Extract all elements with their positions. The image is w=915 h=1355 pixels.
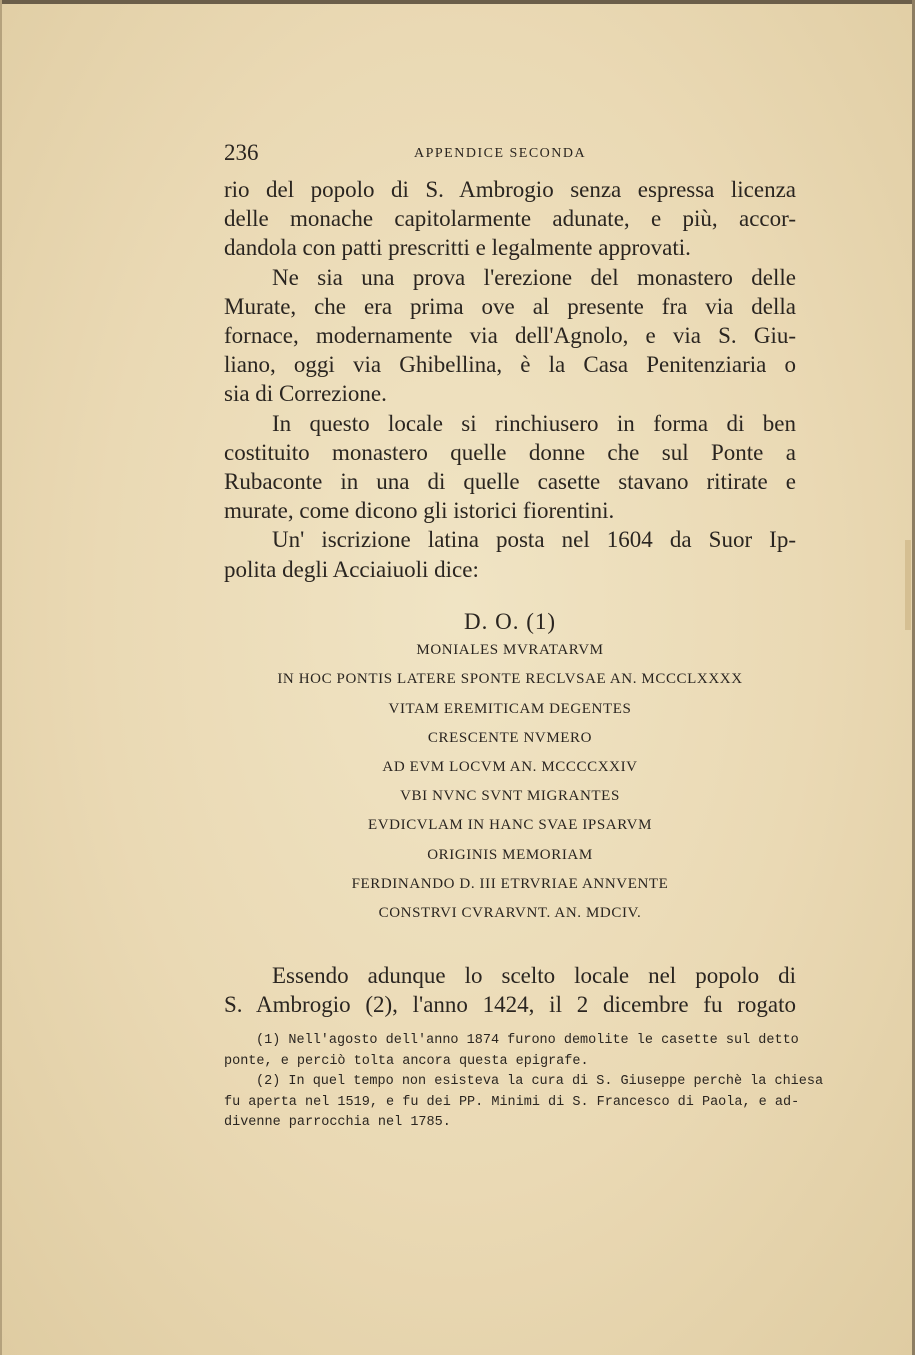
text-line: delle monache capitolarmente adunate, e più, accor- bbox=[224, 206, 796, 232]
footnote-line: divenne parrocchia nel 1785. bbox=[224, 1115, 451, 1131]
text-line: Un' iscrizione latina posta nel 1604 da Suor Ip- bbox=[272, 527, 796, 553]
inscription-line: AD EVM LOCVM AN. MCCCCXXIV bbox=[382, 758, 638, 775]
text-line: costituito monastero quelle donne che sul Ponte a bbox=[224, 439, 796, 465]
text-line: polita degli Acciaiuoli dice: bbox=[224, 556, 479, 582]
paragraph-2 bbox=[224, 263, 796, 409]
text-line: rio del popolo di S. Ambrogio senza espressa licenza bbox=[224, 177, 796, 202]
running-head: APPENDICE SECONDA bbox=[414, 146, 587, 161]
closing-paragraph bbox=[224, 961, 796, 1019]
text-line: liano, oggi via Ghibellina, è la Casa Penitenziaria o bbox=[224, 352, 796, 378]
footnote-line: fu aperta nel 1519, e fu dei PP. Minimi di S. Francesco di Paola, e ad- bbox=[224, 1094, 800, 1110]
inscription-line: MONIALES MVRATARVM bbox=[416, 642, 604, 659]
text-line: fornace, modernamente via dell'Agnolo, e via S. Giu- bbox=[224, 322, 796, 348]
text-line: Rubaconte in una di quelle casette stavano ritirate e bbox=[224, 468, 796, 494]
paragraph-1 bbox=[224, 175, 796, 263]
paper-stain bbox=[905, 540, 911, 630]
text-line: Murate, che era prima ove al presente fra via della bbox=[224, 293, 796, 319]
inscription-line: IN HOC PONTIS LATERE SPONTE RECLVSAE AN. MCCCLXXXX bbox=[277, 671, 743, 688]
inscription-line: VBI NVNC SVNT MIGRANTES bbox=[400, 788, 620, 805]
inscription-line: CONSTRVI CVRARVNT. AN. MDCIV. bbox=[378, 904, 642, 921]
text-line: Essendo adunque lo scelto locale nel popolo di bbox=[272, 963, 796, 988]
text-line: S. Ambrogio (2), l'anno 1424, il 2 dicembre fu rogato bbox=[224, 992, 796, 1018]
footnote-line: ponte, e perciò tolta ancora questa epigrafe. bbox=[224, 1053, 589, 1069]
page-edge-top bbox=[0, 0, 915, 4]
footnote-1 bbox=[224, 1031, 799, 1072]
footnote-line: (1) Nell'agosto dell'anno 1874 furono demolite le casette sul detto bbox=[256, 1033, 799, 1048]
text-line: sia di Correzione. bbox=[224, 381, 387, 407]
page-edge-left bbox=[0, 0, 2, 1355]
text-line: In questo locale si rinchiusero in forma di ben bbox=[272, 410, 796, 436]
page-header bbox=[224, 140, 794, 168]
inscription-line: VITAM EREMITICAM DEGENTES bbox=[388, 700, 632, 717]
inscription-line: EVDICVLAM IN HANC SVAE IPSARVM bbox=[367, 817, 653, 834]
text-line: Ne sia una prova l'erezione del monastero delle bbox=[272, 264, 796, 290]
inscription-line: D. O. (1) bbox=[463, 609, 557, 634]
paragraph-3 bbox=[224, 409, 796, 526]
footnote-2 bbox=[224, 1072, 824, 1134]
text-line: murate, come dicono gli istorici fiorentini. bbox=[224, 498, 615, 524]
paragraph-4 bbox=[224, 525, 796, 583]
footnotes bbox=[224, 1031, 824, 1134]
page-number: 236 bbox=[224, 140, 259, 165]
inscription-line: CRESCENTE NVMERO bbox=[427, 729, 593, 746]
footnote-line: (2) In quel tempo non esisteva la cura di S. Giuseppe perchè la chiesa bbox=[256, 1074, 824, 1090]
inscription-line: ORIGINIS MEMORIAM bbox=[427, 846, 593, 863]
latin-inscription bbox=[224, 607, 796, 928]
text-line: dandola con patti prescritti e legalmente approvati. bbox=[224, 235, 691, 261]
inscription-line: FERDINANDO D. III ETRVRIAE ANNVENTE bbox=[351, 875, 669, 892]
